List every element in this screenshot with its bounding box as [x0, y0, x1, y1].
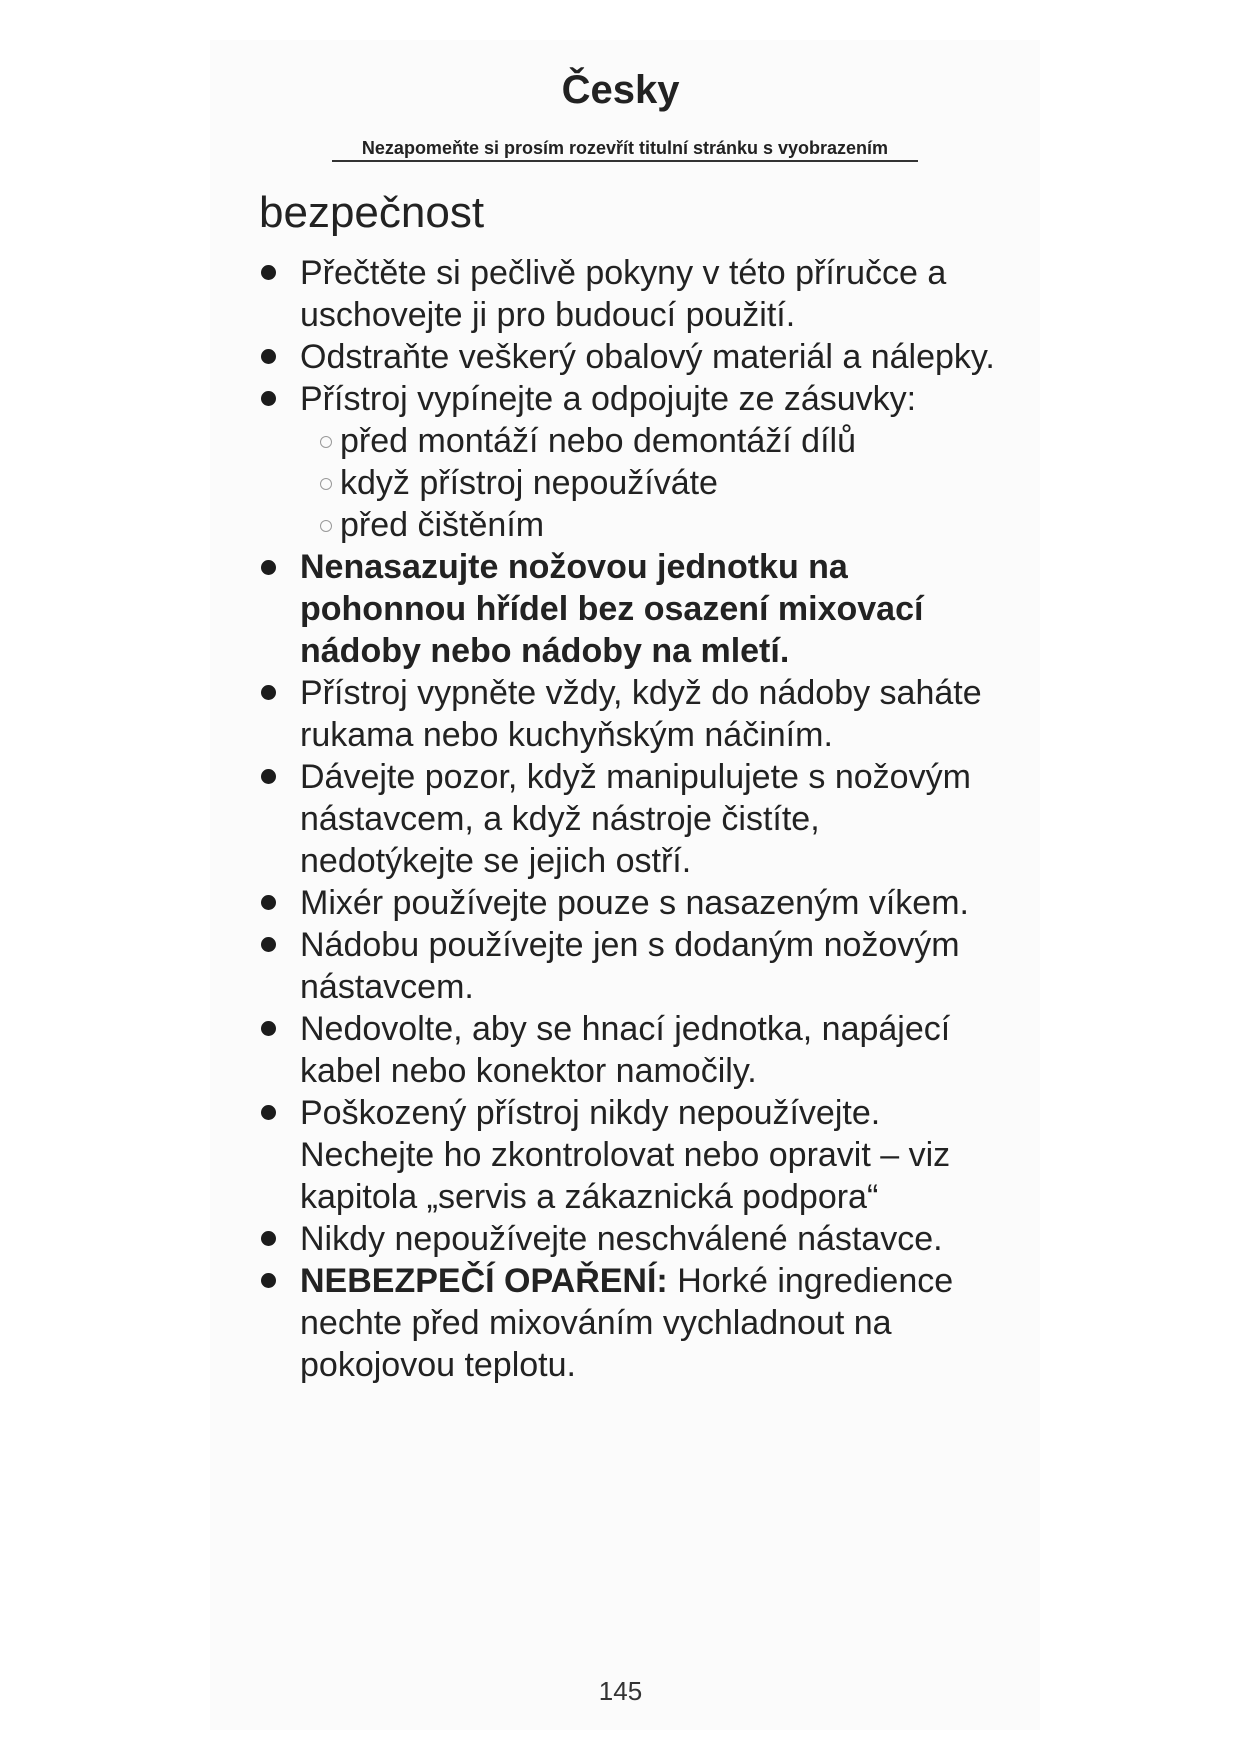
- sub-list: [300, 420, 998, 546]
- list-item: [258, 1008, 998, 1092]
- list-item: [258, 756, 998, 882]
- list-item-text: Odstraňte veškerý obalový materiál a nálepky.: [300, 338, 995, 376]
- safety-list: [258, 252, 998, 1386]
- list-item-text: Poškozený přístroj nikdy nepoužívejte. Nechejte ho zkontrolovat nebo opravit – viz kapitola „servis a zákaznická podpora“: [300, 1094, 951, 1216]
- list-item: [258, 1218, 998, 1260]
- list-item-text: Nikdy nepoužívejte neschválené nástavce.: [300, 1220, 943, 1258]
- list-item: [258, 252, 998, 336]
- page-number: 145: [598, 1676, 643, 1706]
- bullet-icon: [261, 265, 276, 280]
- hollow-bullet-icon: [320, 520, 332, 532]
- list-item: [258, 672, 998, 756]
- list-item: [258, 924, 998, 1008]
- warning-label: NEBEZPEČÍ OPAŘENÍ:: [300, 1262, 668, 1300]
- list-item: [258, 378, 998, 546]
- bullet-icon: [261, 895, 276, 910]
- hollow-bullet-icon: [320, 436, 332, 448]
- sub-list-item-text: když přístroj nepoužíváte: [340, 464, 718, 502]
- page-subtitle: Nezapomeňte si prosím rozevřít titulní stránku s vyobrazením: [332, 137, 918, 162]
- list-item-text: Nenasazujte nožovou jednotku na pohonnou hřídel bez osazení mixovací nádoby nebo nádoby na mletí.: [300, 548, 924, 670]
- hollow-bullet-icon: [320, 478, 332, 490]
- sub-list-item-text: před čištěním: [340, 506, 545, 544]
- language-title: Česky: [561, 68, 680, 112]
- sub-list-item: [300, 462, 998, 504]
- bullet-icon: [261, 1021, 276, 1036]
- bullet-icon: [261, 349, 276, 364]
- list-item-text: Mixér používejte pouze s nasazeným víkem.: [300, 884, 969, 922]
- bullet-icon: [261, 1273, 276, 1288]
- bullet-icon: [261, 1231, 276, 1246]
- bullet-icon: [261, 685, 276, 700]
- list-item-text: Horké ingredience nechte před mixováním vychladnout na pokojovou teplotu.: [300, 1262, 954, 1384]
- list-item-text: Nedovolte, aby se hnací jednotka, napájecí kabel nebo konektor namočily.: [300, 1010, 951, 1090]
- list-item-scald-warning: [258, 1260, 998, 1386]
- list-item: [258, 1092, 998, 1218]
- list-item-text: Přístroj vypněte vždy, když do nádoby saháte rukama nebo kuchyňským náčiním.: [300, 674, 982, 754]
- list-item-text: Nádobu používejte jen s dodaným nožovým nástavcem.: [300, 926, 960, 1006]
- bullet-icon: [261, 937, 276, 952]
- sub-list-item: [300, 420, 998, 462]
- list-item-text: Přečtěte si pečlivě pokyny v této příručce a uschovejte ji pro budoucí použití.: [300, 254, 947, 334]
- sub-list-item: [300, 504, 998, 546]
- bullet-icon: [261, 391, 276, 406]
- list-item: [258, 336, 998, 378]
- list-item-text: Dávejte pozor, když manipulujete s nožovým nástavcem, a když nástroje čistíte, nedotýkejte se jejich ostří.: [300, 758, 971, 880]
- sub-list-item-text: před montáží nebo demontáží dílů: [340, 422, 856, 460]
- list-item-warning: [258, 546, 998, 672]
- bullet-icon: [261, 1105, 276, 1120]
- bullet-icon: [261, 560, 276, 575]
- bullet-icon: [261, 769, 276, 784]
- list-item: [258, 882, 998, 924]
- list-item-text: Přístroj vypínejte a odpojujte ze zásuvky:: [300, 380, 917, 418]
- section-title: bezpečnost: [259, 188, 485, 237]
